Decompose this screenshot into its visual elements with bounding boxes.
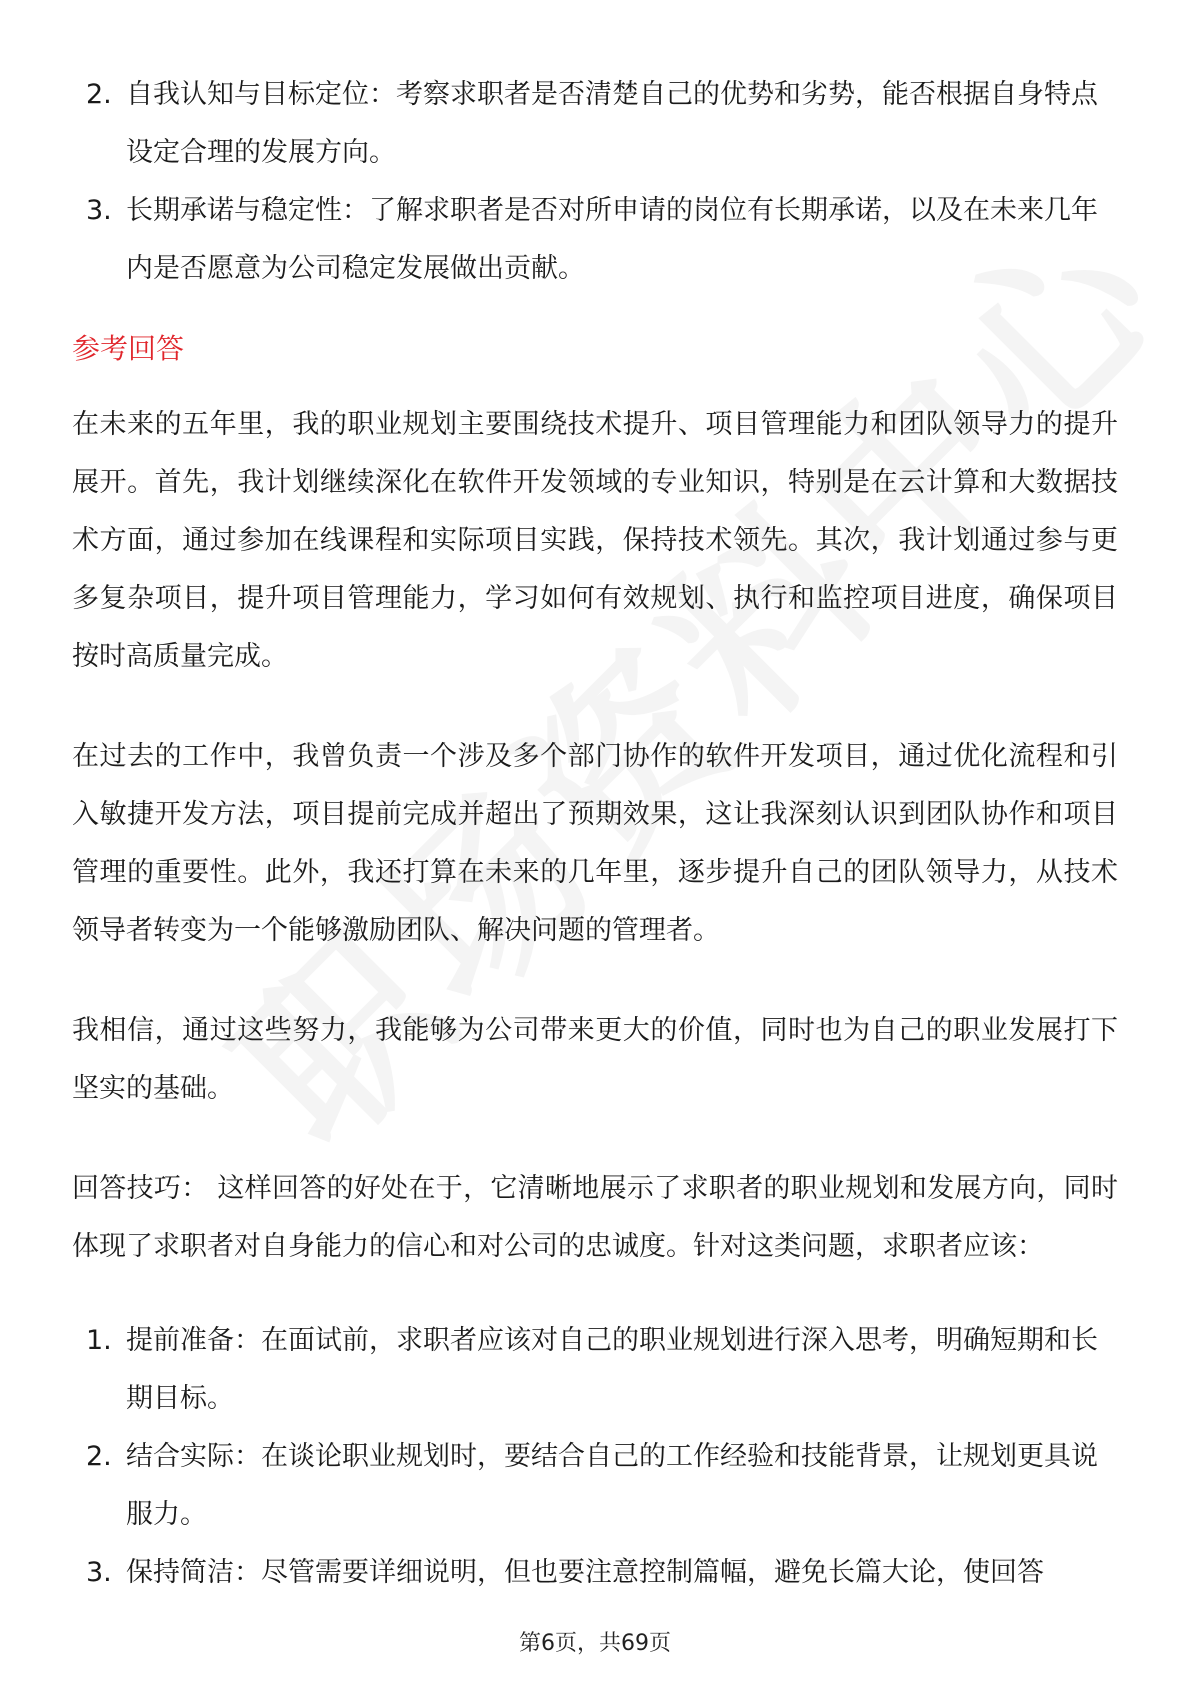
list-text: 自我认知与目标定位：考察求职者是否清楚自己的优势和劣势，能否根据自身特点设定合理的发展方向。: [126, 79, 1098, 168]
list-item: [72, 182, 1118, 298]
list-item: [72, 1312, 1118, 1428]
list-item: [72, 1428, 1118, 1544]
list-text: 结合实际：在谈论职业规划时，要结合自己的工作经验和技能背景，让规划更具说服力。: [126, 1441, 1098, 1530]
page-number-footer: 第6页，共69页: [519, 1631, 671, 1656]
list-number: 3.: [86, 1557, 112, 1588]
section-heading: 参考回答: [72, 332, 185, 365]
tips-list: [72, 1312, 1118, 1602]
list-item: [72, 1544, 1118, 1602]
answer-paragraph: 在未来的五年里，我的职业规划主要围绕技术提升、项目管理能力和团队领导力的提升展开。首先，我计划继续深化在软件开发领域的专业知识，特别是在云计算和大数据技术方面，通过参加在线课程和实际项目实践，保持技术领先。其次，我计划通过参与更多复杂项目，提升项目管理能力，学习如何有效规划、执行和监控项目进度，确保项目按时高质量完成。: [72, 409, 1118, 672]
list-text: 提前准备：在面试前，求职者应该对自己的职业规划进行深入思考，明确短期和长期目标。: [126, 1325, 1098, 1414]
page-content: [72, 66, 1118, 1602]
list-number: 1.: [86, 1325, 112, 1356]
list-number: 2.: [86, 1441, 112, 1472]
list-item: [72, 66, 1118, 182]
tips-intro-paragraph: 回答技巧： 这样回答的好处在于，它清晰地展示了求职者的职业规划和发展方向，同时体现了求职者对自身能力的信心和对公司的忠诚度。针对这类问题，求职者应该：: [72, 1173, 1118, 1262]
answer-paragraph: 在过去的工作中，我曾负责一个涉及多个部门协作的软件开发项目，通过优化流程和引入敏捷开发方法，项目提前完成并超出了预期效果，这让我深刻认识到团队协作和项目管理的重要性。此外，我还打算在未来的几年里，逐步提升自己的团队领导力，从技术领导者转变为一个能够激励团队、解决问题的管理者。: [72, 741, 1118, 946]
criteria-list: [72, 66, 1118, 298]
list-number: 3.: [86, 195, 112, 226]
list-text: 保持简洁：尽管需要详细说明，但也要注意控制篇幅，避免长篇大论，使回答: [126, 1557, 1044, 1588]
list-text: 长期承诺与稳定性：了解求职者是否对所申请的岗位有长期承诺，以及在未来几年内是否愿意为公司稳定发展做出贡献。: [126, 195, 1098, 284]
answer-paragraph: 我相信，通过这些努力，我能够为公司带来更大的价值，同时也为自己的职业发展打下坚实的基础。: [72, 1015, 1118, 1104]
list-number: 2.: [86, 79, 112, 110]
